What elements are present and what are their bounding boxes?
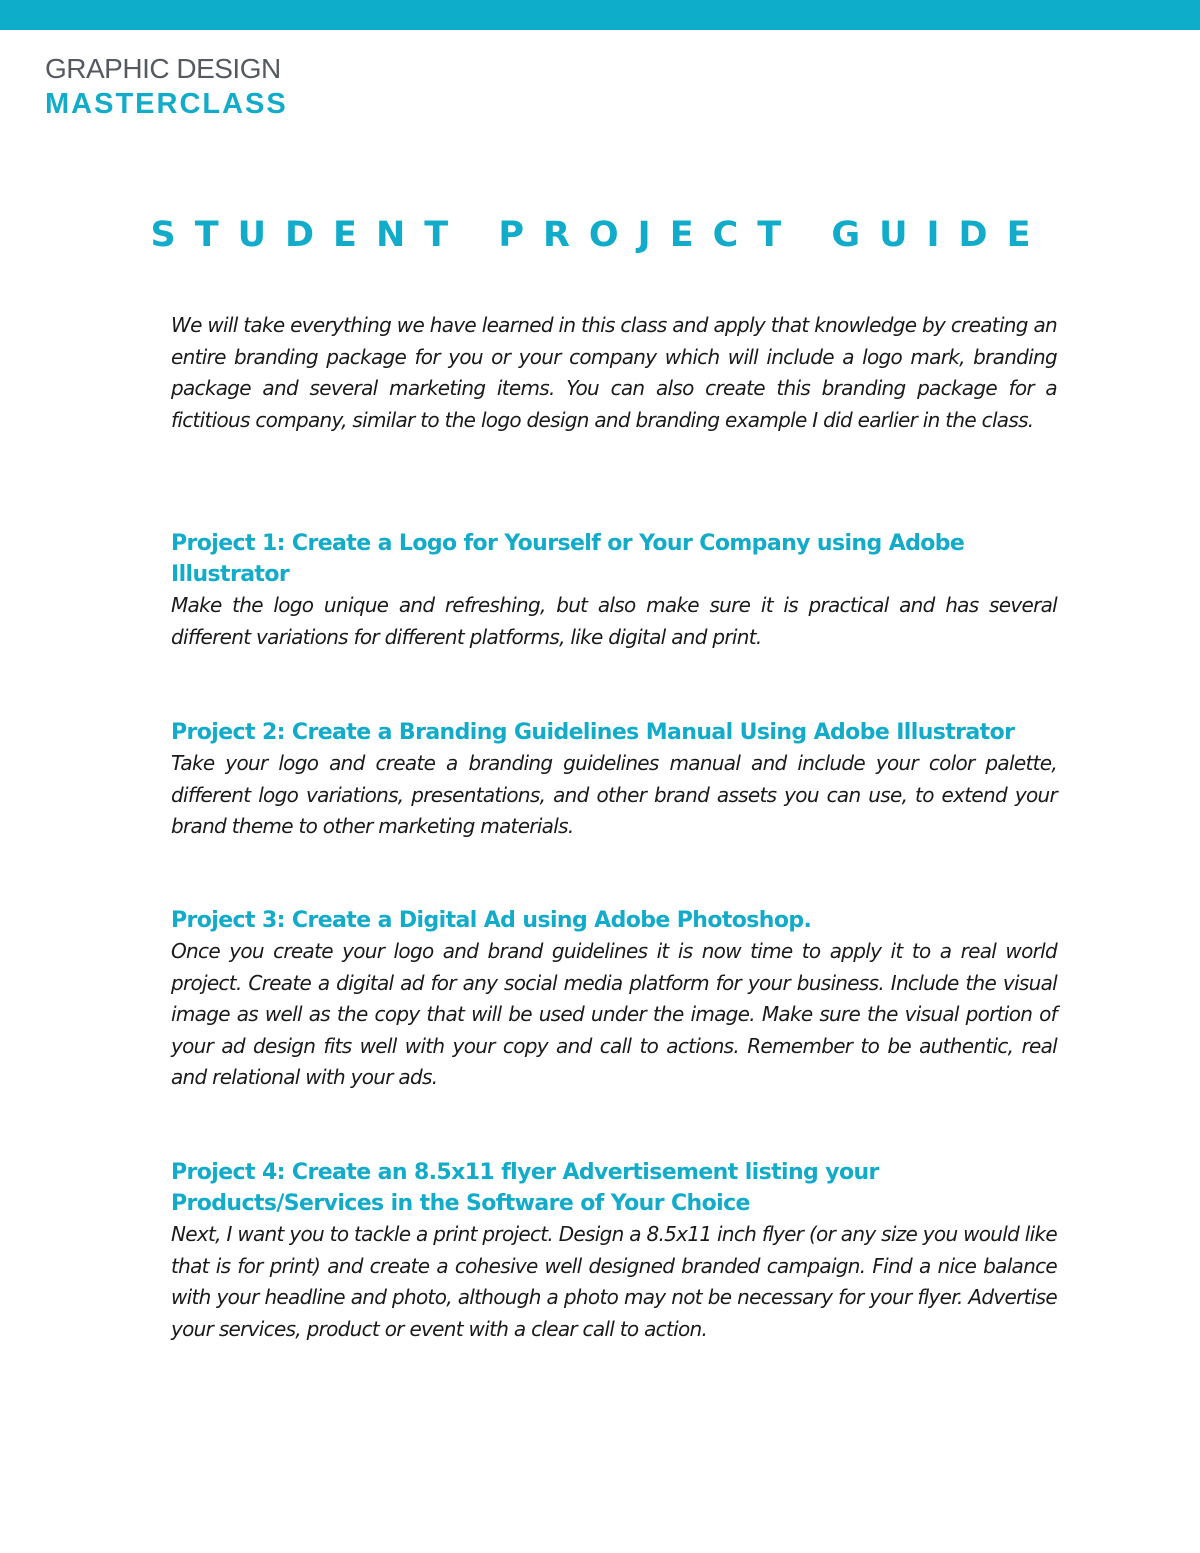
intro-section	[171, 310, 1057, 436]
project-3-title: Project 3: Create a Digital Ad using Adobe Photoshop.	[171, 908, 812, 933]
project-2-section	[171, 717, 1057, 843]
project-1-title: Project 1: Create a Logo for Yourself or Your Company using Adobe Illustrator	[171, 531, 965, 587]
project-1-description: Make the logo unique and refreshing, but also make sure it is practical and has several different variations for different platforms, like digital and print.	[171, 593, 1057, 649]
project-2-description: Take your logo and create a branding guidelines manual and include your color palette, different logo variations, presentations, and other brand assets you can use, to extend your brand theme to other marketing materials.	[171, 751, 1057, 838]
project-4-section	[171, 1157, 1057, 1345]
project-2-title: Project 2: Create a Branding Guidelines Manual Using Adobe Illustrator	[171, 720, 1015, 745]
project-3-description: Once you create your logo and brand guidelines it is now time to apply it to a real world project. Create a digital ad for any social media platform for your business. Include the visual image as well as the copy that will be used under the image. Make sure the visual portion of your ad design fits well with your copy and call to actions. Remember to be authentic, real and relational with your ads.	[171, 939, 1057, 1089]
page-title: STUDENT PROJECT GUIDE	[150, 215, 1050, 255]
project-3-section	[171, 905, 1057, 1094]
brand-logo	[45, 52, 288, 122]
brand-line-graphic-design: GRAPHIC DESIGN	[45, 53, 281, 84]
project-4-title: Project 4: Create an 8.5x11 flyer Advertisement listing your Products/Services in the Software of Your Choice	[171, 1160, 879, 1216]
top-accent-bar	[0, 0, 1200, 30]
project-4-description: Next, I want you to tackle a print project. Design a 8.5x11 inch flyer (or any size you would like that is for print) and create a cohesive well designed branded campaign. Find a nice balance with your headline and photo, although a photo may not be necessary for your flyer. Advertise your services, product or event with a clear call to action.	[171, 1222, 1057, 1341]
brand-line-masterclass: MASTERCLASS	[45, 88, 288, 120]
intro-paragraph: We will take everything we have learned in this class and apply that knowledge by creating an entire branding package for you or your company which will include a logo mark, branding package and several marketing items. You can also create this branding package for a fictitious company, similar to the logo design and branding example I did earlier in the class.	[171, 313, 1057, 432]
project-1-section	[171, 528, 1057, 653]
